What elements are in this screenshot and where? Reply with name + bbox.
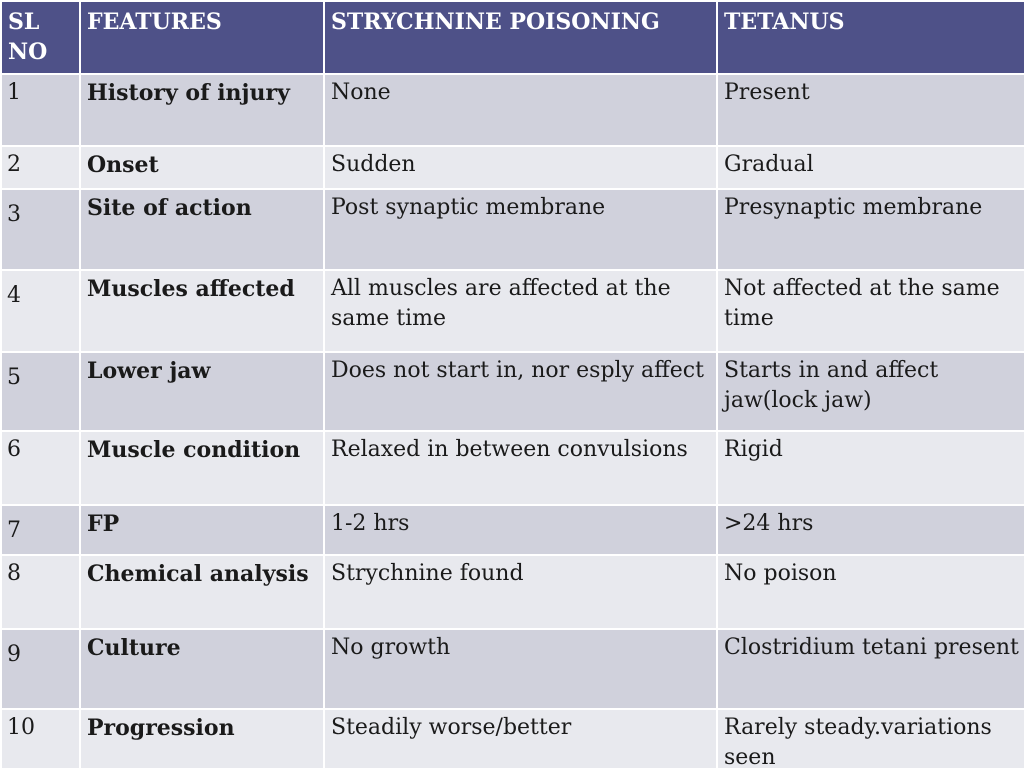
header-row [1,1,1024,74]
feature-cell: Muscles affected [80,270,324,352]
table-row [1,189,1024,270]
tetanus-cell: Rarely steady.variations seen [717,709,1024,768]
table-row [1,431,1024,505]
table-row [1,555,1024,629]
tetanus-cell: Present [717,74,1024,146]
row-number: 8 [1,555,80,629]
table-header [1,1,1024,74]
strychnine-cell: Strychnine found [324,555,717,629]
strychnine-cell: Steadily worse/better [324,709,717,768]
strychnine-cell: Does not start in, nor esply affect [324,352,717,431]
feature-cell: Culture [80,629,324,709]
feature-cell: FP [80,505,324,555]
row-number: 6 [1,431,80,505]
strychnine-cell: 1-2 hrs [324,505,717,555]
feature-cell: Lower jaw [80,352,324,431]
feature-cell: Chemical analysis [80,555,324,629]
tetanus-cell: >24 hrs [717,505,1024,555]
row-number: 4 [1,270,80,352]
row-number: 3 [1,189,80,270]
tetanus-cell: Gradual [717,146,1024,189]
table-row [1,505,1024,555]
feature-cell: Onset [80,146,324,189]
row-number: 7 [1,505,80,555]
row-number: 10 [1,709,80,768]
row-number: 5 [1,352,80,431]
header-sl-no: SL NO [1,1,80,74]
tetanus-cell: Presynaptic membrane [717,189,1024,270]
strychnine-cell: No growth [324,629,717,709]
feature-cell: Site of action [80,189,324,270]
table-row [1,270,1024,352]
strychnine-cell: All muscles are affected at the same time [324,270,717,352]
tetanus-cell: Rigid [717,431,1024,505]
header-strychnine-poisoning: STRYCHNINE POISONING [324,1,717,74]
row-number: 1 [1,74,80,146]
strychnine-cell: Relaxed in between convulsions [324,431,717,505]
feature-cell: Progression [80,709,324,768]
header-tetanus: TETANUS [717,1,1024,74]
strychnine-cell: Sudden [324,146,717,189]
tetanus-cell: Starts in and affect jaw(lock jaw) [717,352,1024,431]
table-row [1,709,1024,768]
tetanus-cell: Clostridium tetani present [717,629,1024,709]
table-body [1,74,1024,768]
table-row [1,629,1024,709]
tetanus-cell: Not affected at the same time [717,270,1024,352]
table-row [1,74,1024,146]
header-features: FEATURES [80,1,324,74]
table-row [1,146,1024,189]
feature-cell: Muscle condition [80,431,324,505]
strychnine-cell: None [324,74,717,146]
row-number: 9 [1,629,80,709]
row-number: 2 [1,146,80,189]
feature-cell: History of injury [80,74,324,146]
tetanus-cell: No poison [717,555,1024,629]
table-row [1,352,1024,431]
strychnine-cell: Post synaptic membrane [324,189,717,270]
